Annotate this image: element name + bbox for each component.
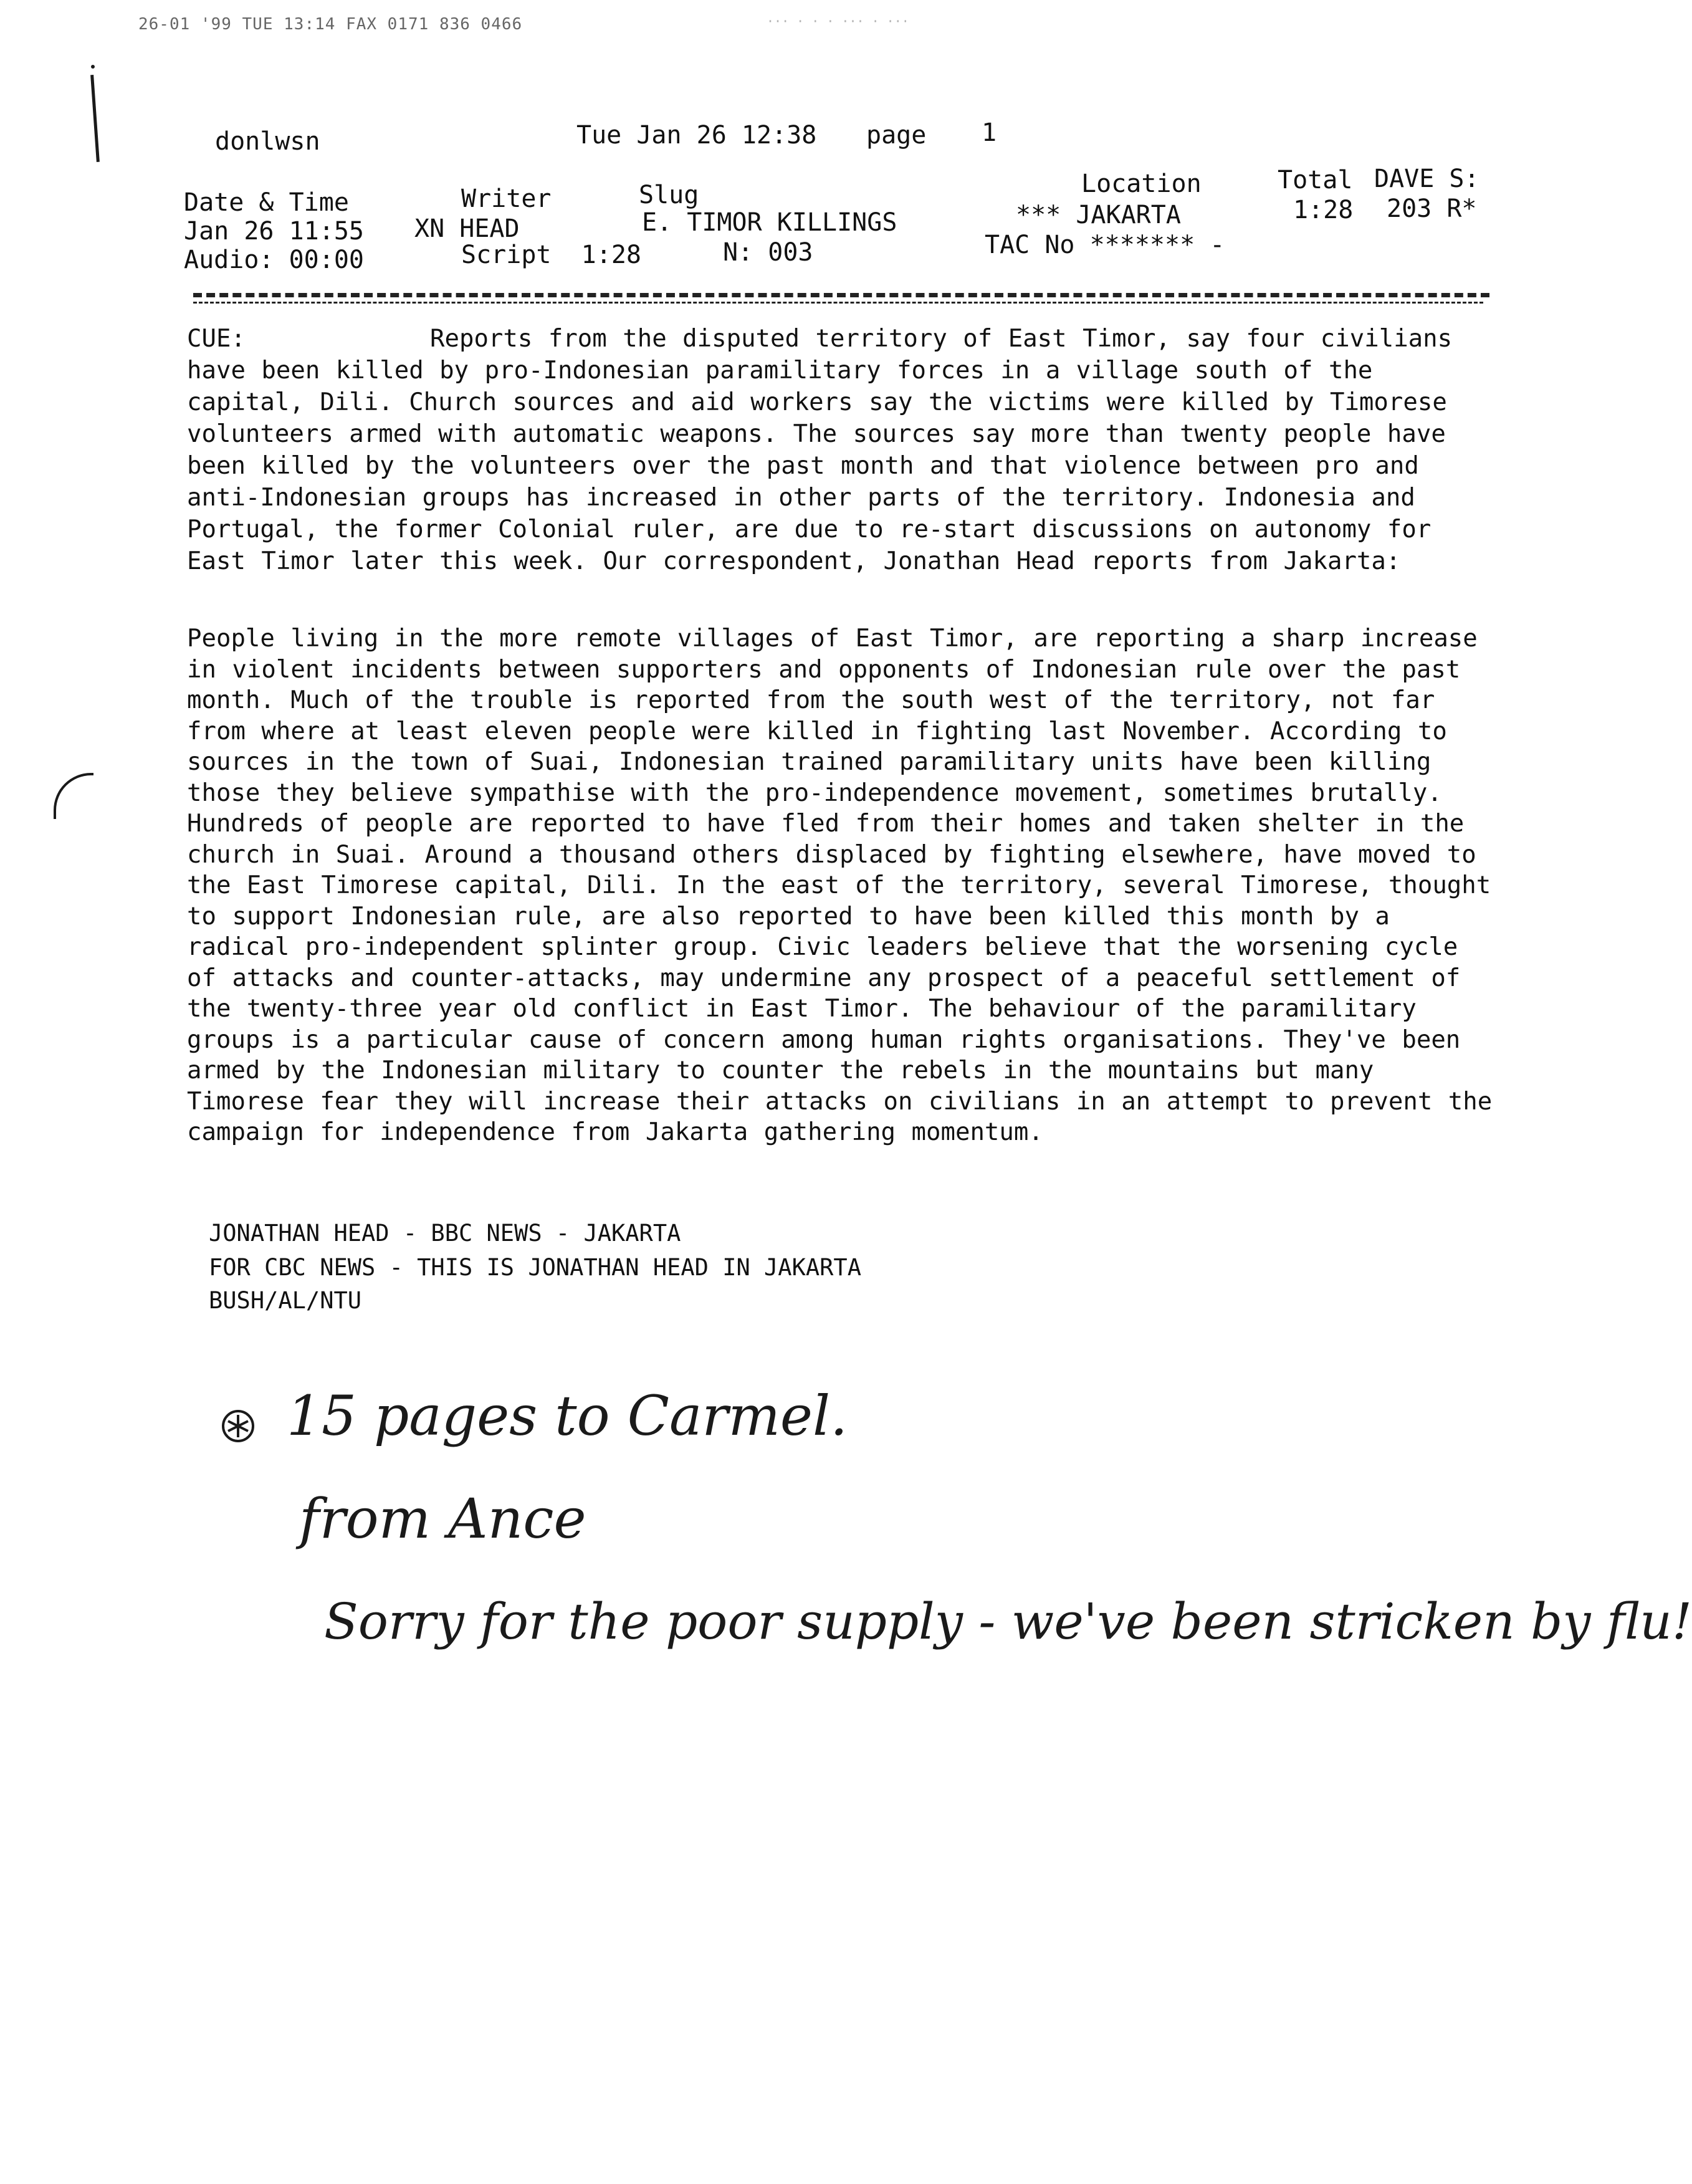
handwritten-note-pages: 15 pages to Carmel. (287, 1384, 848, 1448)
slug-value: E. TIMOR KILLINGS (642, 208, 897, 237)
signoff-line-3: BUSH/AL/NTU (209, 1287, 362, 1314)
margin-dot (91, 65, 95, 69)
writer-value: XN HEAD (414, 214, 520, 243)
fax-transmission-header: 26-01 '99 TUE 13:14 FAX 0171 836 0466 (138, 15, 523, 34)
location-value: *** JAKARTA (1016, 201, 1181, 229)
total-value: 1:28 (1293, 196, 1354, 224)
dave-value: 203 R* (1387, 194, 1477, 223)
circled-star-icon (219, 1407, 257, 1445)
date-time-value: Jan 26 11:55 (184, 217, 364, 246)
writer-label: Writer (461, 184, 552, 213)
date-time-label: Date & Time (184, 188, 349, 217)
print-date-time: Tue Jan 26 12:38 (576, 121, 817, 150)
total-label: Total (1278, 166, 1353, 194)
margin-mark (90, 75, 100, 162)
script-duration: Script 1:28 (461, 241, 641, 269)
divider-rule (193, 293, 1489, 297)
user-id: donlwsn (215, 127, 320, 156)
tac-number: TAC No ******* - (985, 231, 1225, 259)
cue-paragraph (187, 323, 1496, 577)
audio-duration: Audio: 00:00 (184, 246, 364, 274)
page-label: page (866, 121, 927, 150)
dave-label: DAVE S: (1374, 165, 1479, 193)
handwritten-note-apology: Sorry for the poor supply - we've been stricken by flu! (324, 1593, 1692, 1650)
cue-text: Reports from the disputed territory of East Timor, say four civilians have been killed by pro-Indonesian paramilitary forces in a village south of the capital, Dili. Church sources and aid workers say the victims were killed by Timorese volunteers armed with automatic weapons. The sources say more than twenty people have been killed by the volunteers over the past month and that violence between pro and anti-Indonesian groups has increased in other parts of the territory. Indonesia and Portugal, the former Colonial ruler, are due to re-start discussions on autonomy for East Timor later this week. Our correspondent, Jonathan Head reports from Jakarta: (187, 325, 1453, 575)
signoff-line-2: FOR CBC NEWS - THIS IS JONATHAN HEAD IN JAKARTA (209, 1254, 861, 1281)
signoff-line-1: JONATHAN HEAD - BBC NEWS - JAKARTA (209, 1220, 681, 1247)
handwritten-note-from: from Ance (299, 1487, 586, 1551)
fax-header-faint-text: ··· · · · ··· · ··· (767, 14, 909, 29)
cue-label: CUE: (187, 325, 246, 353)
report-paragraph: People living in the more remote villages of East Timor, are reporting a sharp increase in violent incidents between supporters and opponents of Indonesian rule over the past month. Much of the trouble is reported from the south west of the territory, not far from where at least eleven people were killed in fighting last November. According to sources in the town of Suai, Indonesian trained paramilitary units have been killing those they believe sympathise with the pro-independence movement, sometimes brutally. Hundreds of people are reported to have fled from their homes and taken shelter in the church in Suai. Around a thousand others displaced by fighting elsewhere, have moved to the East Timorese capital, Dili. In the east of the territory, several Timorese, thought to support Indonesian rule, are also reported to have been killed this month by a radical pro-independent splinter group. Civic leaders believe that the worsening cycle of attacks and counter-attacks, may undermine any prospect of a peaceful settlement of the twenty-three year old conflict in East Timor. The behaviour of the paramilitary groups is a particular cause of concern among human rights organisations. They've been armed by the Indonesian military to counter the rebels in the mountains but many Timorese fear they will increase their attacks on civilians in an attempt to prevent the campaign for independence from Jakarta gathering momentum. (187, 625, 1493, 1146)
page-number: 1 (982, 118, 997, 147)
divider-rule-lower (193, 302, 1483, 304)
story-number: N: 003 (723, 238, 813, 267)
margin-curve-mark (54, 773, 93, 819)
slug-label: Slug (639, 181, 699, 209)
location-label: Location (1081, 170, 1202, 198)
